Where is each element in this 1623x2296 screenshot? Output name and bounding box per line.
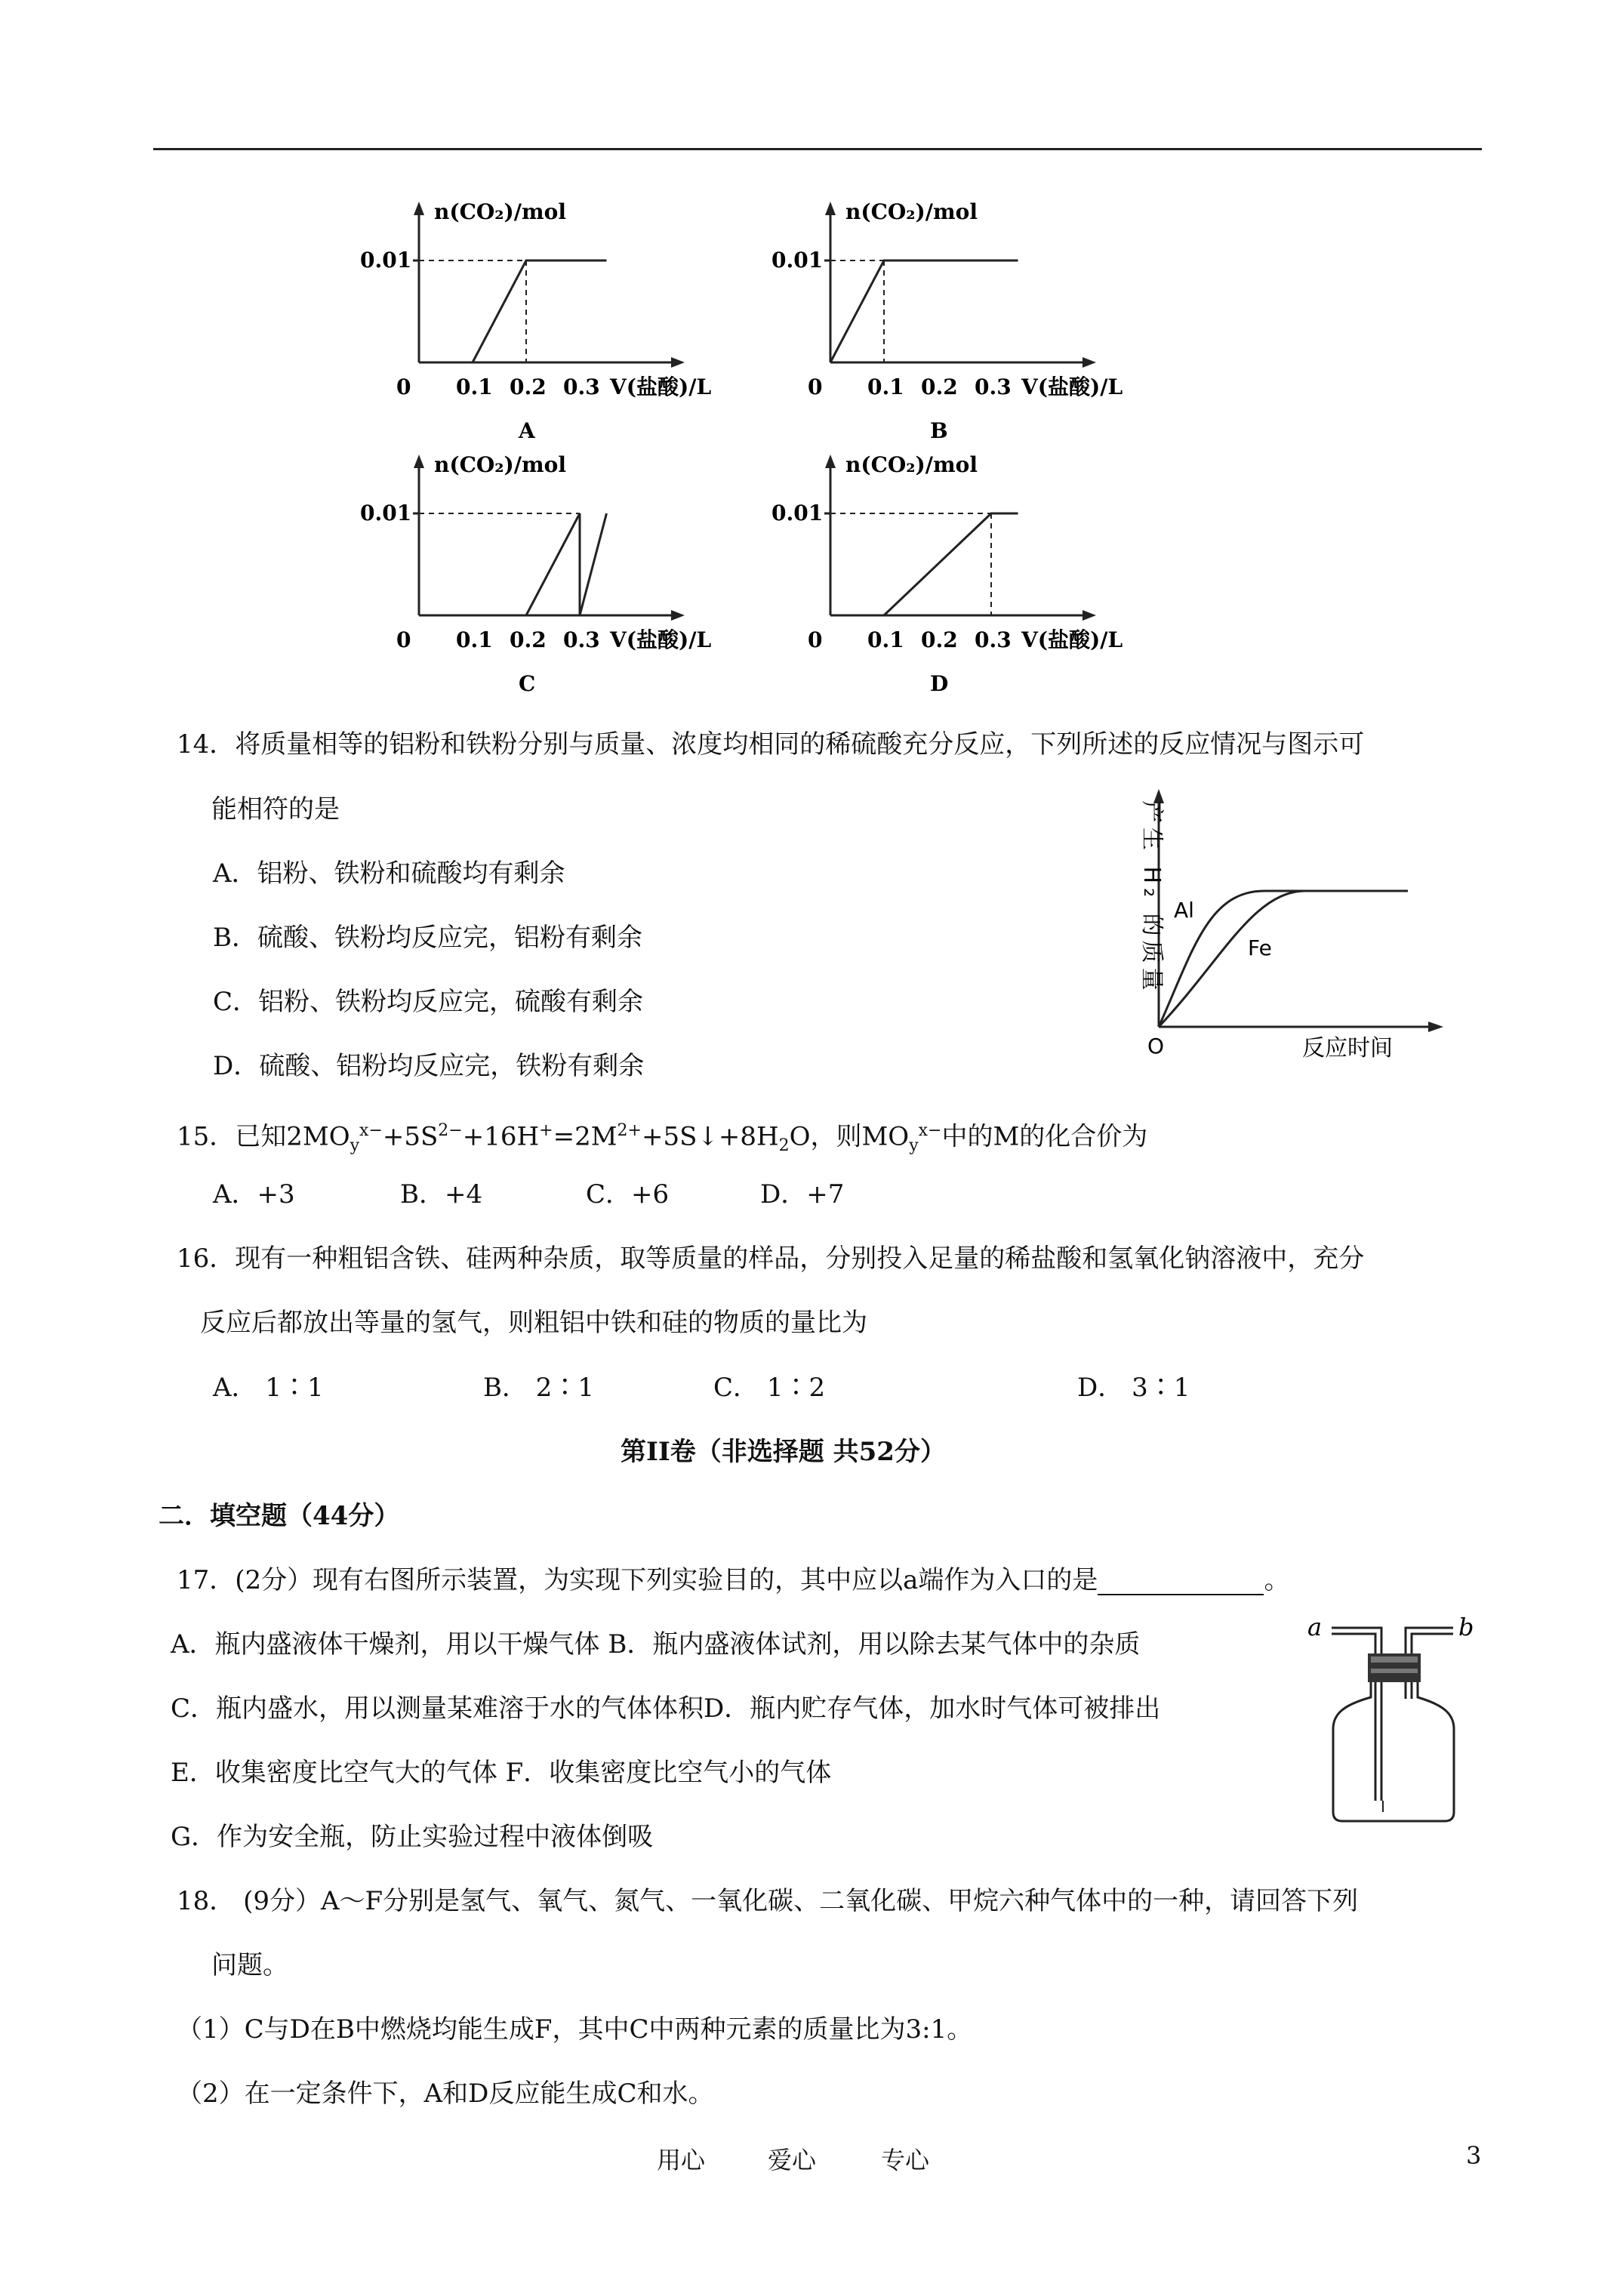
- q15-option-a: A．+3: [213, 1179, 295, 1210]
- graph-al-label: Al: [1174, 898, 1194, 923]
- q17-line-ef: E．收集密度比空气大的气体 F．收集密度比空气小的气体: [171, 1758, 832, 1788]
- x-tick-label: 0.2: [921, 627, 958, 652]
- graph-ylabel: 产生 H₂ 的质量: [1138, 800, 1165, 995]
- x-tick-label: 0.3: [563, 627, 600, 652]
- q15-option-d: D．+7: [760, 1179, 845, 1210]
- y-axis-arrow: [825, 202, 836, 215]
- q18-line2: 问题。: [211, 1950, 288, 1980]
- q15-option-b: B．+4: [400, 1179, 483, 1210]
- series-line: [526, 513, 607, 615]
- gas-bottle-apparatus: [1298, 1608, 1480, 1835]
- chart-c: [343, 445, 812, 698]
- graph-fe-label: Fe: [1248, 935, 1272, 960]
- chart-a: [343, 193, 812, 445]
- series-line: [830, 260, 1018, 362]
- y-axis-arrow: [414, 202, 424, 215]
- q14-option-d: D．硫酸、铝粉均反应完，铁粉有剩余: [213, 1051, 645, 1081]
- y-axis-label: n(CO₂)/mol: [434, 199, 566, 224]
- part2-heading: 二．填空题（44分）: [159, 1501, 400, 1531]
- x-axis-arrow: [1083, 610, 1096, 621]
- x-tick-label: 0.2: [510, 627, 547, 652]
- chart-d: [755, 445, 1223, 698]
- port-a-label: a: [1307, 1613, 1323, 1641]
- footer-word-3: 专心: [881, 2146, 930, 2174]
- x-tick-label: 0.3: [975, 627, 1012, 652]
- x-tick-label: 0: [396, 627, 411, 652]
- y-tick-label: 0.01: [771, 501, 824, 525]
- chart-svg: [343, 445, 812, 695]
- y-axis-arrow: [825, 455, 836, 468]
- x-axis-arrow: [671, 610, 685, 621]
- q14-option-a: A．铝粉、铁粉和硫酸均有剩余: [213, 858, 565, 889]
- y-axis-label: n(CO₂)/mol: [434, 452, 566, 477]
- chart-caption: D: [930, 671, 949, 696]
- x-tick-label: 0.2: [510, 374, 547, 399]
- page-number: 3: [1466, 2141, 1482, 2170]
- header-rule: [153, 148, 1482, 150]
- q14-line2: 能相符的是: [211, 794, 340, 824]
- chart-caption: A: [519, 418, 535, 443]
- q16-option-d: D． 3∶1: [1077, 1373, 1190, 1403]
- q18-part1: （1）C与D在B中燃烧均能生成F，其中C中两种元素的质量比为3:1。: [177, 2014, 973, 2045]
- q16-option-a: A． 1∶1: [213, 1373, 324, 1403]
- x-tick-label: 0: [396, 374, 411, 399]
- q17-line-cd: C．瓶内盛水，用以测量某难溶于水的气体体积D．瓶内贮存气体，加水时气体可被排出: [171, 1693, 1161, 1724]
- x-axis-arrow: [671, 357, 685, 368]
- al-curve: [1159, 891, 1408, 1027]
- graph-xlabel: 反应时间: [1302, 1035, 1393, 1062]
- section-title: 第II卷（非选择题 共52分）: [621, 1437, 946, 1467]
- chart-caption: B: [930, 418, 948, 443]
- q14-option-b: B．硫酸、铁粉均反应完，铝粉有剩余: [213, 923, 642, 953]
- x-tick-label: 0.1: [867, 374, 904, 399]
- chart-caption: C: [519, 671, 536, 696]
- q15-text: 15．已知$2MO_y^{x-}+5S^{2-}+16H^+=2M^{2+}+5S↓+8H_2O$，则$MO_y^{x-}$中的M的化合价为: [177, 1121, 1148, 1156]
- fe-curve: [1159, 891, 1408, 1027]
- chart-svg: [755, 193, 1223, 442]
- x-axis-label: V(盐酸)/L: [1021, 627, 1123, 652]
- chart-b: [755, 193, 1223, 445]
- graph-origin: O: [1147, 1034, 1165, 1059]
- q16-line1: 16．现有一种粗铝含铁、硅两种杂质，取等质量的样品，分别投入足量的稀盐酸和氢氧化钠溶液中，充分: [177, 1244, 1365, 1274]
- q16-line2: 反应后都放出等量的氢气，则粗铝中铁和硅的物质的量比为: [200, 1308, 867, 1338]
- x-axis-label: V(盐酸)/L: [610, 374, 712, 399]
- footer-word-1: 用心: [657, 2146, 706, 2174]
- chart-svg: [343, 193, 812, 442]
- q17-line-g: G．作为安全瓶，防止实验过程中液体倒吸: [171, 1822, 654, 1852]
- x-tick-label: 0: [808, 627, 823, 652]
- x-axis-label: V(盐酸)/L: [610, 627, 712, 652]
- series-line: [884, 513, 1018, 615]
- q17-answer-blank: [1098, 1570, 1264, 1595]
- chart-svg: [755, 445, 1223, 695]
- port-b-label: b: [1458, 1613, 1474, 1641]
- q15-option-c: C．+6: [586, 1179, 670, 1210]
- y-axis-label: n(CO₂)/mol: [845, 199, 978, 224]
- x-tick-label: 0.2: [921, 374, 958, 399]
- series-line: [473, 260, 607, 362]
- h2-mass-graph: [1110, 785, 1457, 1072]
- y-tick-label: 0.01: [771, 248, 824, 273]
- y-axis-arrow: [414, 455, 424, 468]
- q14-line1: 14．将质量相等的铝粉和铁粉分别与质量、浓度均相同的稀硫酸充分反应，下列所述的反应情况与图示可: [177, 729, 1365, 760]
- q16-option-b: B． 2∶1: [483, 1373, 595, 1403]
- x-axis-label: V(盐酸)/L: [1021, 374, 1123, 399]
- q17-stem: 17．(2分）现有右图所示装置，为实现下列实验目的，其中应以a端作为入口的是 。: [177, 1565, 1290, 1595]
- y-tick-label: 0.01: [360, 248, 412, 273]
- x-tick-label: 0: [808, 374, 823, 399]
- x-tick-label: 0.1: [867, 627, 904, 652]
- x-tick-label: 0.3: [563, 374, 600, 399]
- y-tick-label: 0.01: [360, 501, 412, 525]
- q16-option-c: C． 1∶2: [713, 1373, 826, 1403]
- q18-part2: （2）在一定条件下，A和D反应能生成C和水。: [177, 2079, 714, 2109]
- x-tick-label: 0.1: [456, 627, 493, 652]
- q17-line-ab: A．瓶内盛液体干燥剂，用以干燥气体 B．瓶内盛液体试剂，用以除去某气体中的杂质: [171, 1629, 1141, 1660]
- q14-option-c: C．铝粉、铁粉均反应完，硫酸有剩余: [213, 987, 644, 1017]
- y-axis-label: n(CO₂)/mol: [845, 452, 978, 477]
- x-tick-label: 0.3: [975, 374, 1012, 399]
- x-tick-label: 0.1: [456, 374, 493, 399]
- x-axis-arrow: [1083, 357, 1096, 368]
- q18-line1: 18． (9分）A～F分别是氢气、氧气、氮气、一氧化碳、二氧化碳、甲烷六种气体中的一种，请回答下列: [177, 1886, 1359, 1916]
- footer-word-2: 爱心: [768, 2146, 817, 2174]
